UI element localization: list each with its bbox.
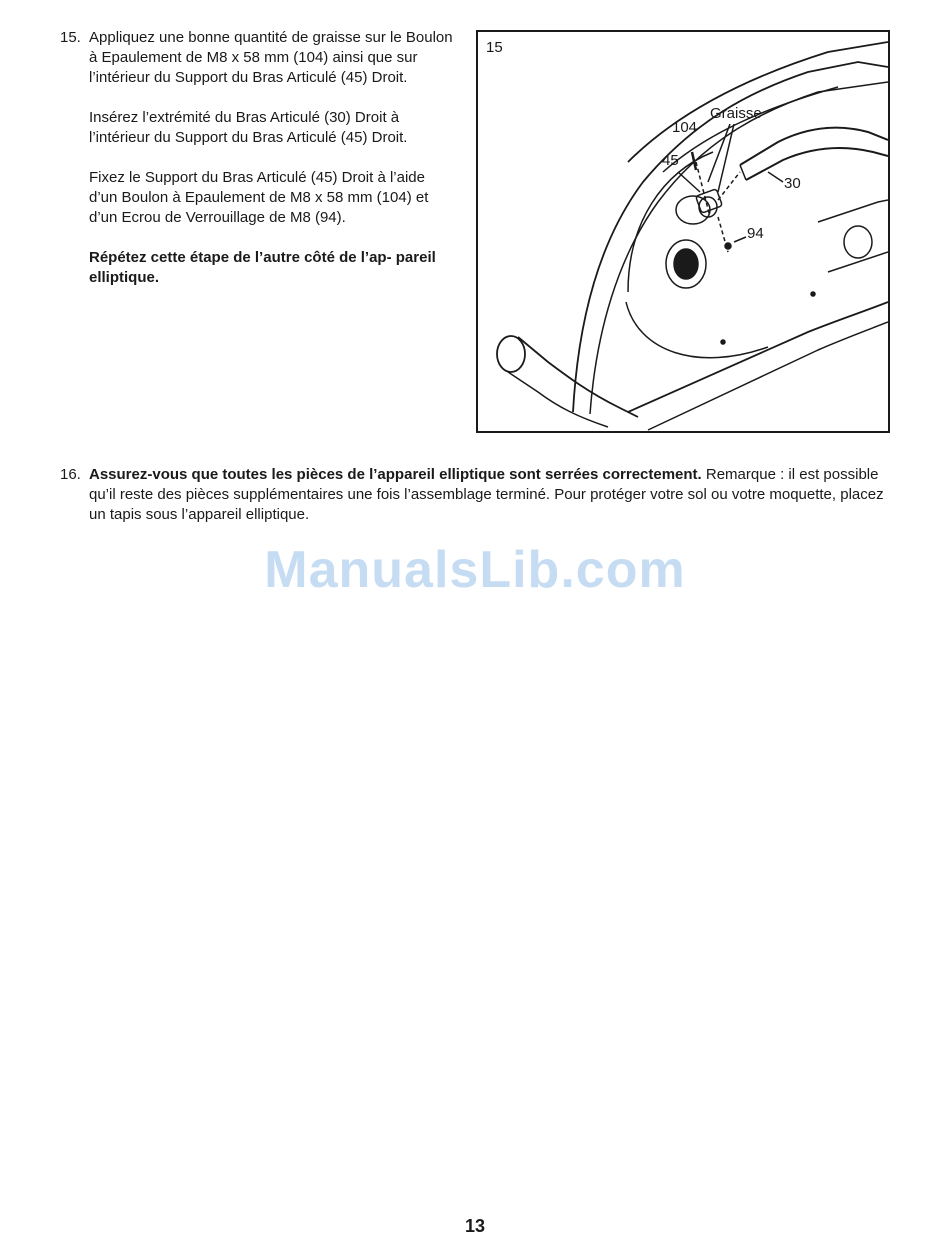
pulley-inner bbox=[674, 249, 698, 279]
stabilizer-tube bbox=[518, 337, 638, 417]
watermark: ManualsLib.com bbox=[264, 541, 686, 599]
shroud bbox=[628, 42, 888, 162]
step-15 bbox=[60, 28, 455, 308]
leader-94 bbox=[734, 237, 746, 242]
arm-30-end bbox=[740, 165, 746, 180]
flywheel-disc bbox=[626, 302, 768, 358]
step-15-body bbox=[89, 28, 455, 288]
base-rail bbox=[628, 302, 888, 412]
page-number: 13 bbox=[464, 1216, 486, 1236]
step-15-repeat-note: Répétez cette étape de l’autre côté de l’ap- pareil elliptique. bbox=[89, 249, 436, 286]
bracket-hub bbox=[676, 196, 710, 224]
base-rail-lower bbox=[648, 322, 888, 430]
step-15-number: 15. bbox=[60, 29, 81, 46]
step-16-text: Remarque : il est possible qu’il reste des pièces supplémentaires une fois l’assemblage terminé. Pour protéger votre sol ou votre moquette, placez un tapis sous l’appareil elliptique. bbox=[89, 466, 884, 523]
callout-104: 104 bbox=[672, 119, 698, 136]
bracket-hub-inner bbox=[699, 197, 717, 217]
rear-housing bbox=[818, 200, 888, 222]
screw-1 bbox=[811, 292, 815, 296]
step-15-paragraph-2: Insérez l’extrémité du Bras Articulé (30) Droit à l’intérieur du Support du Bras Articulé (45) Droit. bbox=[89, 109, 408, 146]
rear-wheel bbox=[844, 226, 872, 258]
step-16 bbox=[60, 465, 890, 525]
bracket-plate bbox=[696, 189, 723, 213]
assembly-figure bbox=[476, 30, 890, 433]
callout-94: 94 bbox=[747, 225, 764, 242]
figure-step-label: 15 bbox=[486, 39, 503, 56]
step-16-body bbox=[89, 465, 890, 525]
stabilizer-cap bbox=[497, 336, 525, 372]
step-15-paragraph-3: Fixez le Support du Bras Articulé (45) Droit à l’aide d’un Boulon à Epaulement de M8 x 58 mm (104) et d’un Ecrou de Verrouillage de M8 (94). bbox=[89, 169, 429, 226]
frame-inner bbox=[590, 82, 888, 414]
callout-graisse: Graisse bbox=[710, 105, 762, 122]
leader-30 bbox=[768, 172, 783, 182]
callout-30: 30 bbox=[784, 175, 801, 192]
step-15-paragraph-1: Appliquez une bonne quantité de graisse sur le Boulon à Epaulement de M8 x 58 mm (104) ainsi que sur l’intérieur du Support du Bras Articulé (45) Droit. bbox=[89, 29, 453, 86]
callout-45: 45 bbox=[662, 152, 679, 169]
screw-2 bbox=[721, 340, 725, 344]
leader-45 bbox=[678, 172, 700, 192]
rear-housing-lower bbox=[828, 252, 888, 272]
arm-30 bbox=[740, 128, 888, 165]
step-16-number: 16. bbox=[60, 466, 81, 483]
arm-30-lower bbox=[746, 148, 888, 180]
step-16-bold-text: Assurez-vous que toutes les pièces de l’appareil elliptique sont serrées correctement. bbox=[89, 466, 702, 483]
elliptical-drawing bbox=[478, 32, 888, 431]
nut-94 bbox=[725, 243, 731, 249]
